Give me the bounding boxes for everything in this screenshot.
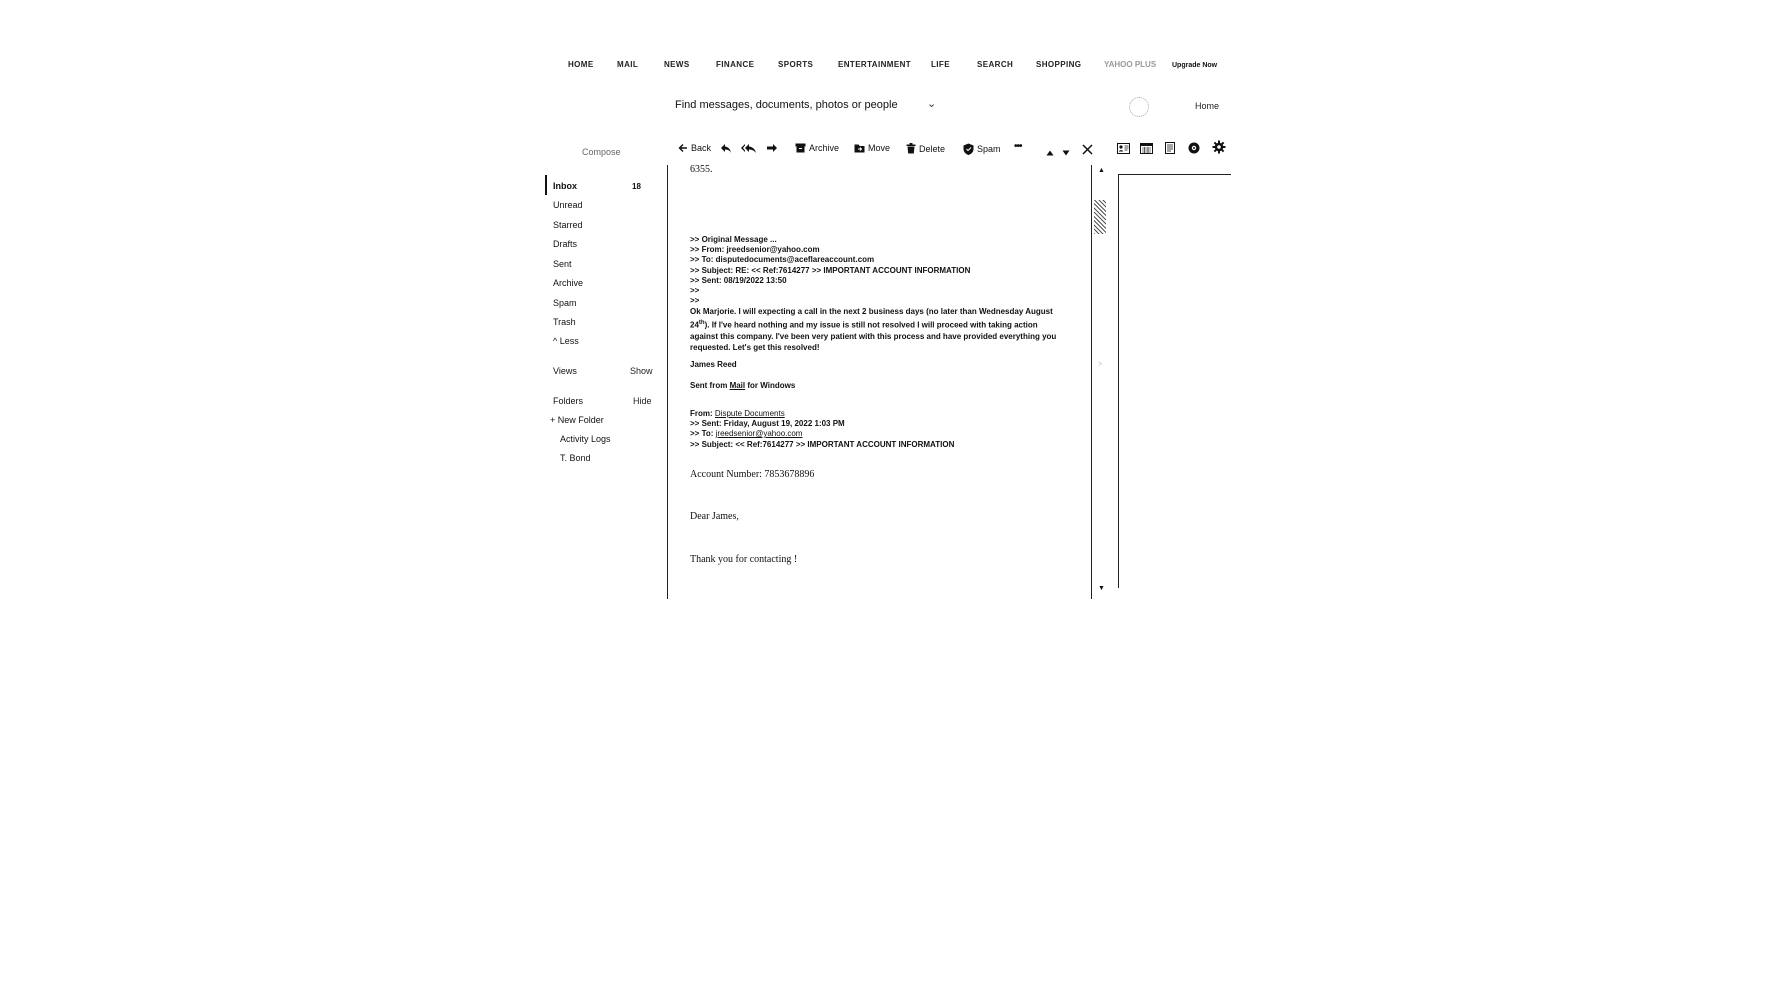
move-label: Move — [868, 143, 891, 153]
paragraph-text: Ok Marjorie. I will expecting a call in the next 2 business days (no later than Wednesday August 24 — [690, 307, 1053, 330]
scroll-chevron-icon: > — [1098, 361, 1103, 368]
quoted-to-label: >> To: — [690, 429, 716, 438]
thanks-line: Thank you for contacting ! — [690, 554, 798, 565]
nav-search[interactable]: SEARCH — [977, 60, 1014, 69]
inbox-count: 18 — [632, 182, 641, 191]
sidebar-item-unread[interactable]: Unread — [553, 200, 583, 210]
compose-button[interactable]: Compose — [582, 147, 621, 157]
sent-from-suffix: for Windows — [745, 381, 796, 390]
nav-finance[interactable]: FINANCE — [716, 60, 755, 69]
sidebar-item-drafts[interactable]: Drafts — [553, 239, 578, 249]
more-button[interactable] — [1014, 141, 1022, 152]
message-paragraph — [690, 306, 1066, 354]
folders-header: Folders — [553, 396, 584, 406]
plus-icon: + — [550, 415, 558, 425]
nav-shopping[interactable]: SHOPPING — [1036, 60, 1082, 69]
sidebar-item-label: Inbox — [553, 181, 577, 191]
avatar[interactable] — [1129, 97, 1149, 117]
chevron-up-icon: ^ — [553, 336, 560, 346]
move-icon — [854, 143, 865, 153]
down-arrow-icon[interactable] — [1062, 143, 1070, 161]
nav-entertainment[interactable]: ENTERTAINMENT — [838, 60, 912, 69]
quote-marker: >> — [690, 286, 700, 295]
message-fragment: 6355. — [690, 164, 713, 175]
archive-button[interactable] — [795, 143, 839, 153]
paragraph-text: ). If I've heard nothing and my issue is still not resolved I will proceed with taking action against this company. I've been very patient with this process and have provided everything you requested. Let's get this resolved! — [690, 320, 1057, 353]
folder-item-t-bond[interactable]: T. Bond — [560, 453, 591, 463]
spam-label: Spam — [977, 144, 1001, 154]
signature: James Reed — [690, 360, 737, 369]
original-subject: >> Subject: RE: << Ref:7614277 >> IMPORTANT ACCOUNT INFORMATION — [690, 266, 971, 275]
folders-hide-button[interactable]: Hide — [633, 396, 652, 406]
search-input[interactable]: Find messages, documents, photos or people — [675, 99, 898, 111]
quote-marker: >> — [690, 296, 700, 305]
archive-label: Archive — [809, 143, 840, 153]
sent-from-prefix: Sent from — [690, 381, 730, 390]
contacts-icon[interactable] — [1117, 141, 1130, 159]
sent-from-line — [690, 381, 795, 390]
sidebar-item-spam[interactable]: Spam — [553, 298, 577, 308]
account-number: Account Number: 7853678896 — [690, 469, 815, 480]
sidebar-divider — [667, 165, 668, 599]
quoted-subject: >> Subject: << Ref:7614277 >> IMPORTANT ACCOUNT INFORMATION — [690, 440, 955, 449]
folder-item-activity-logs[interactable]: Activity Logs — [560, 434, 611, 444]
active-indicator — [545, 175, 547, 195]
less-label: Less — [559, 336, 579, 346]
move-button[interactable] — [854, 143, 890, 153]
delete-button[interactable] — [906, 143, 945, 154]
quoted-from-label: From: — [690, 409, 715, 418]
forward-icon[interactable] — [766, 141, 778, 159]
delete-icon — [906, 143, 916, 154]
back-button[interactable] — [678, 143, 711, 153]
quoted-from — [690, 409, 785, 418]
mail-link[interactable]: Mail — [729, 381, 746, 390]
spam-shield-icon — [963, 143, 974, 155]
original-from — [690, 245, 820, 254]
scrollbar-thumb[interactable] — [1094, 200, 1106, 234]
original-to: >> To: disputedocuments@aceflareaccount.com — [690, 255, 875, 264]
nav-news[interactable]: NEWS — [664, 60, 690, 69]
spam-button[interactable] — [963, 143, 1001, 155]
quoted-sent: >> Sent: Friday, August 19, 2022 1:03 PM — [690, 419, 845, 428]
new-folder-label: New Folder — [557, 415, 604, 425]
nav-life[interactable]: LIFE — [931, 60, 950, 69]
reply-icon[interactable] — [720, 141, 732, 159]
more-label: ••• — [1014, 141, 1022, 152]
chevron-down-icon[interactable]: ⌄ — [927, 98, 937, 110]
original-message-header: >> Original Message ... — [690, 235, 777, 244]
nav-sports[interactable]: SPORTS — [778, 60, 814, 69]
views-show-button[interactable]: Show — [630, 366, 653, 376]
original-from-text: >> From: jreedsenior@yahoo.com — [690, 245, 820, 254]
gear-icon[interactable] — [1212, 140, 1226, 159]
sidebar-item-sent[interactable]: Sent — [553, 259, 572, 269]
sidebar-item-inbox[interactable] — [553, 181, 577, 191]
back-label: Back — [691, 143, 712, 153]
greeting: Dear James, — [690, 511, 739, 522]
nav-mail[interactable]: MAIL — [617, 60, 639, 69]
back-arrow-icon — [678, 143, 688, 153]
right-pane-top-border — [1119, 174, 1231, 175]
email-link[interactable]: jreedsenior@yahoo.com — [715, 429, 803, 438]
nav-yahoo-plus[interactable]: YAHOO PLUS — [1104, 60, 1157, 69]
sidebar-item-archive[interactable]: Archive — [553, 278, 584, 288]
scroll-down-icon[interactable]: ▼ — [1098, 585, 1105, 592]
sidebar-item-starred[interactable]: Starred — [553, 220, 583, 230]
home-link[interactable]: Home — [1195, 101, 1220, 111]
scroll-up-icon[interactable]: ▲ — [1098, 167, 1105, 174]
sidebar-less-toggle[interactable] — [553, 336, 579, 346]
calendar-icon[interactable] — [1140, 141, 1153, 159]
close-icon[interactable] — [1082, 142, 1093, 160]
up-arrow-icon[interactable] — [1046, 143, 1054, 161]
notepad-icon[interactable] — [1165, 141, 1176, 159]
reply-all-icon[interactable] — [741, 141, 757, 159]
right-pane-border — [1118, 174, 1119, 588]
sidebar-item-trash[interactable]: Trash — [553, 317, 576, 327]
new-folder-button[interactable] — [550, 415, 604, 425]
delete-label: Delete — [919, 143, 946, 154]
quoted-to — [690, 429, 802, 438]
message-right-border — [1091, 165, 1092, 599]
views-header: Views — [553, 366, 577, 376]
dispute-documents-link[interactable]: Dispute Documents — [714, 409, 785, 418]
nav-home[interactable]: HOME — [568, 60, 594, 69]
archive-icon — [795, 143, 806, 153]
paragraph-sup: th — [698, 319, 705, 326]
original-sent: >> Sent: 08/19/2022 13:50 — [690, 276, 787, 285]
upgrade-now-link[interactable]: Upgrade Now — [1172, 62, 1218, 69]
help-icon[interactable] — [1188, 141, 1200, 159]
